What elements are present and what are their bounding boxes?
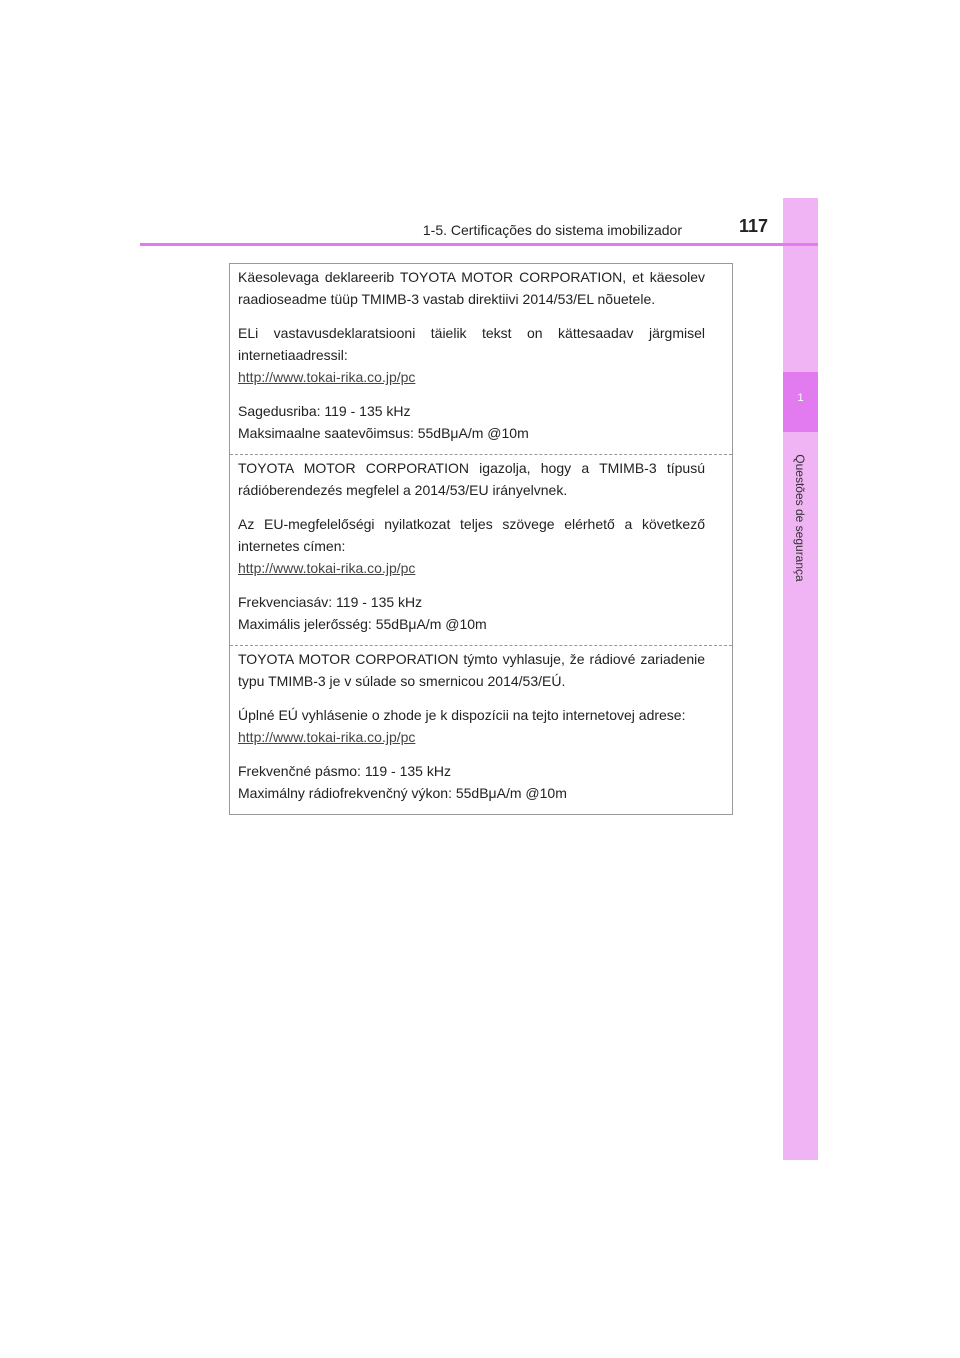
frequency-info — [238, 760, 705, 804]
frequency-info — [238, 400, 705, 444]
declaration-availability-text: Úplné EÚ vyhlásenie o zhode je k dispozícii na tejto internetovej adrese: — [238, 707, 686, 723]
declaration-box — [229, 263, 733, 815]
frequency-info — [238, 591, 705, 635]
frequency-band: Frekvenciasáv: 119 - 135 kHz — [238, 594, 423, 610]
declaration-link[interactable]: http://www.tokai-rika.co.jp/pc — [238, 729, 416, 745]
declaration-section-slovak — [230, 646, 732, 814]
header-rule — [140, 243, 818, 246]
declaration-text: TOYOTA MOTOR CORPORATION týmto vyhlasuje, že rádiové zariadenie typu TMIMB-3 je v súlade so smernicou 2014/53/EÚ. — [238, 651, 705, 689]
chapter-sidebar — [783, 198, 818, 1160]
chapter-label: Questões de segurança — [793, 454, 807, 582]
declaration-availability-text: ELi vastavusdeklaratsiooni täielik tekst on kättesaadav järgmisel internetiaadressil: — [238, 325, 705, 363]
declaration-text: TOYOTA MOTOR CORPORATION igazolja, hogy a TMIMB-3 típusú rádióberendezés megfelel a 2014/53/EU irányelvnek. — [238, 460, 705, 498]
max-power: Maksimaalne saatevõimsus: 55dBμA/m @10m — [238, 425, 529, 441]
section-title: 1-5. Certificações do sistema imobilizador — [422, 222, 682, 238]
declaration-availability-text: Az EU-megfelelőségi nyilatkozat teljes szövege elérhető a következő internetes címen: — [238, 516, 705, 554]
declaration-link[interactable]: http://www.tokai-rika.co.jp/pc — [238, 369, 416, 385]
max-power: Maximálny rádiofrekvenčný výkon: 55dBμA/m @10m — [238, 785, 567, 801]
declaration-text: Käesolevaga deklareerib TOYOTA MOTOR CORPORATION, et käesolev raadioseadme tüüp TMIMB-3 vastab direktiivi 2014/53/EL nõuetele. — [238, 269, 705, 307]
page-number: 117 — [739, 216, 769, 236]
declaration-section-estonian — [230, 264, 732, 455]
frequency-band: Frekvenčné pásmo: 119 - 135 kHz — [238, 763, 451, 779]
chapter-number: 1 — [797, 392, 804, 404]
declaration-section-hungarian — [230, 455, 732, 646]
declaration-link[interactable]: http://www.tokai-rika.co.jp/pc — [238, 560, 416, 576]
frequency-band: Sagedusriba: 119 - 135 kHz — [238, 403, 411, 419]
max-power: Maximális jelerősség: 55dBμA/m @10m — [238, 616, 487, 632]
